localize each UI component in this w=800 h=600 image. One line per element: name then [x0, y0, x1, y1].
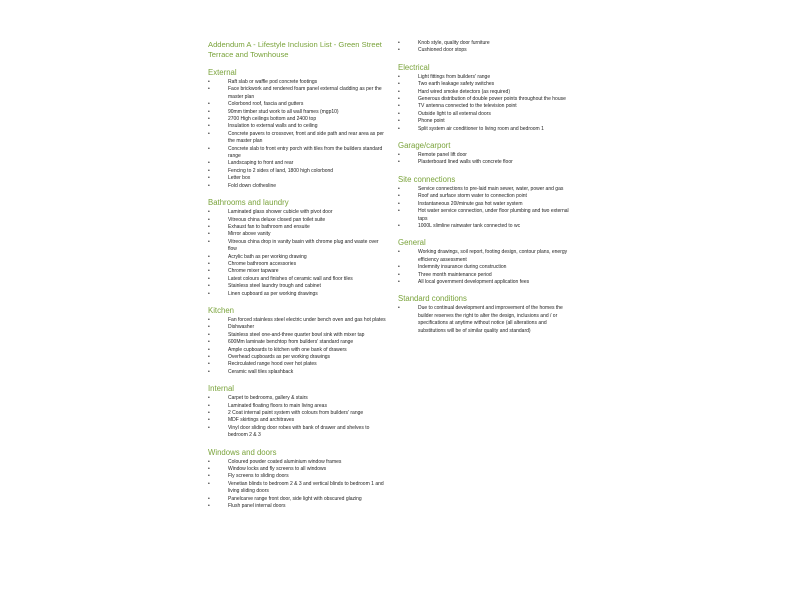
bullet-icon: • [208, 354, 210, 360]
list-item [208, 317, 386, 324]
list-item [208, 109, 386, 116]
list-item [398, 249, 574, 264]
list-item-text: Recirculated range hood over hot plates [228, 361, 317, 368]
list-item-text: Generous distribution of double power points throughout the house [418, 96, 566, 103]
list-item-text: Overhead cupboards as per working drawings [228, 354, 330, 360]
list-item [208, 410, 386, 417]
bullet-icon: • [208, 145, 210, 152]
list-item [398, 223, 574, 230]
list-item [398, 272, 574, 279]
list-item [208, 160, 386, 167]
bullet-icon: • [208, 268, 210, 275]
list-item-text: Mirror above vanity [228, 231, 271, 238]
list-item-text: Exhaust fan to bathroom and ensuite [228, 223, 310, 230]
list-item [208, 217, 386, 224]
section-list [208, 395, 386, 439]
list-item-text: 1000L slimline rainwater tank connected to wc [418, 222, 521, 229]
bullet-icon: • [208, 339, 210, 346]
section-garage-carport [398, 141, 574, 167]
list-item-text: Service connections to pre-laid main sewer, water, power and gas [418, 185, 564, 192]
bullet-icon: • [398, 208, 400, 215]
bullet-icon: • [208, 86, 210, 93]
section-list [398, 152, 574, 167]
section-list [398, 249, 574, 286]
bullet-icon: • [208, 290, 210, 297]
bullet-icon: • [398, 152, 400, 159]
list-item [208, 209, 386, 216]
bullet-icon: • [398, 264, 400, 271]
list-item [208, 224, 386, 231]
list-item-text: Acrylic bath as per working drawing [228, 253, 307, 260]
bullet-icon: • [208, 346, 210, 353]
bullet-icon: • [208, 283, 210, 290]
list-item-text: Hot water service connection, under floor plumbing and two external taps [418, 208, 569, 222]
bullet-icon: • [398, 40, 400, 46]
list-item [398, 126, 574, 133]
bullet-icon: • [208, 331, 210, 338]
list-item-text: Latest colours and finishes of ceramic wall and floor tiles [228, 275, 353, 282]
list-item [208, 459, 386, 466]
bullet-icon: • [398, 81, 400, 88]
list-item [398, 89, 574, 96]
list-item [398, 47, 574, 54]
list-item [398, 118, 574, 125]
list-item-text: Raft slab or waffle pod concrete footings [228, 79, 318, 85]
section-list [398, 305, 574, 335]
list-item [398, 40, 574, 47]
list-item-text: Stainless steel one-and-three quarter bowl sink with mixer tap [228, 331, 365, 338]
bullet-icon: • [208, 402, 210, 409]
list-item-text: Fly screens to sliding doors [228, 473, 289, 480]
section-list [208, 209, 386, 298]
bullet-icon: • [208, 361, 210, 368]
bullet-icon: • [208, 395, 210, 402]
list-item [208, 347, 386, 354]
bullet-icon: • [398, 73, 400, 80]
list-item [208, 79, 386, 86]
list-item-text: Linen cupboard as per working drawings [228, 290, 318, 297]
list-item [398, 111, 574, 118]
list-item-text: Fan forced stainless steel electric under bench oven and gas hot plates [228, 316, 386, 323]
section-heading: Windows and doors [208, 447, 277, 457]
list-item-text: Outside light to all external doors [418, 110, 491, 117]
section-heading: Bathrooms and laundry [208, 198, 289, 208]
bullet-icon: • [398, 47, 400, 54]
list-item [208, 417, 386, 424]
list-item-text: 600Mm laminate benchtop from builders' standard range [228, 339, 354, 346]
list-item [398, 186, 574, 193]
section-heading: External [208, 68, 237, 77]
list-item-text: 2 Coat internal paint system with colours from builders' range [228, 410, 364, 417]
list-item-text: Chrome bathroom accessories [228, 260, 297, 267]
list-item [208, 324, 386, 331]
section-heading: Standard conditions [398, 294, 467, 304]
bullet-icon: • [208, 182, 210, 189]
list-item [208, 146, 386, 161]
list-item [208, 473, 386, 480]
list-item [208, 101, 386, 108]
list-item-text: Ample cupboards to kitchen with one bank of drawers [228, 346, 347, 353]
list-item [208, 369, 386, 376]
list-item-text: Knob style, quality door furniture [418, 40, 490, 46]
list-item-text: Laminated floating floors to main living areas [228, 402, 327, 409]
list-item-text: Plasterboard lined walls with concrete floor [418, 159, 513, 166]
list-item [208, 131, 386, 146]
list-item [208, 123, 386, 130]
document-title: Addendum A - Lifestyle Inclusion List - Green Street Terrace and Townhouse [208, 40, 382, 59]
list-item [208, 231, 386, 238]
list-item-text: Stainless steel laundry trough and cabinet [228, 283, 321, 290]
list-item-text: Dishwasher [228, 324, 255, 331]
bullet-icon: • [208, 160, 210, 167]
list-item [208, 239, 386, 254]
list-item [208, 361, 386, 368]
list-item [208, 425, 386, 440]
list-item [398, 264, 574, 271]
section-heading: Garage/carport [398, 141, 451, 151]
list-item-text: Split system air conditioner to living room and bedroom 1 [418, 125, 544, 132]
list-item-text: Instantaneous 20l/minute gas hot water system [418, 200, 523, 207]
list-item-text: Flush panel internal doors [228, 503, 286, 510]
list-item [208, 175, 386, 182]
list-item [398, 193, 574, 200]
bullet-icon: • [208, 231, 210, 238]
bullet-icon: • [208, 424, 210, 431]
bullet-icon: • [208, 458, 210, 465]
list-item-text: Remote panel lift door [418, 152, 467, 159]
list-item-text: Fold down clothesline [228, 182, 277, 189]
list-item [208, 116, 386, 123]
left-column [208, 40, 386, 511]
bullet-icon: • [208, 480, 210, 487]
list-item-text: Indemnity insurance during construction [418, 264, 507, 271]
section-list [208, 317, 386, 376]
bullet-icon: • [208, 275, 210, 282]
bullet-icon: • [398, 249, 400, 256]
bullet-icon: • [208, 130, 210, 137]
list-item [208, 503, 386, 510]
section-list [398, 74, 574, 133]
list-item-text: Insulation to external walls and to ceiling [228, 123, 318, 130]
list-item [398, 81, 574, 88]
bullet-icon: • [208, 503, 210, 510]
bullet-icon: • [398, 103, 400, 110]
bullet-icon: • [208, 223, 210, 230]
bullet-icon: • [208, 253, 210, 260]
list-item [208, 268, 386, 275]
list-item [398, 74, 574, 81]
bullet-icon: • [208, 216, 210, 223]
section-site-connections [398, 175, 574, 230]
bullet-icon: • [398, 88, 400, 95]
section-windows-and-doors [208, 448, 386, 511]
list-item-text: Carpet to bedrooms, gallery & stairs [228, 395, 308, 402]
section-heading: Kitchen [208, 305, 235, 315]
bullet-icon: • [398, 278, 400, 285]
bullet-icon: • [398, 96, 400, 103]
section-heading: Internal [208, 384, 235, 394]
section-kitchen [208, 306, 386, 376]
section-electrical [398, 63, 574, 133]
right-column [398, 40, 574, 335]
list-item [208, 466, 386, 473]
list-item [208, 403, 386, 410]
bullet-icon: • [398, 118, 400, 125]
list-item-text: Chrome mixer tapware [228, 268, 279, 275]
continued-list [398, 40, 574, 55]
list-item [208, 183, 386, 190]
list-item [208, 168, 386, 175]
list-item-text: Working drawings, soil report, footing design, contour plans, energy efficiency assessment [418, 249, 568, 263]
section-internal [208, 384, 386, 439]
list-item [208, 254, 386, 261]
list-item-text: Coloured powder coated aluminium window frames [228, 458, 342, 465]
list-item [208, 481, 386, 496]
list-item-text: Venetian blinds to bedroom 2 & 3 and vertical blinds to bedroom 1 and living sliding doors [228, 480, 384, 495]
section-heading: Site connections [398, 174, 456, 184]
bullet-icon: • [208, 316, 210, 323]
list-item [208, 291, 386, 298]
section-heading: Electrical [398, 62, 430, 72]
bullet-icon: • [398, 222, 400, 229]
bullet-icon: • [208, 209, 210, 216]
list-item-text: Laminated glass shower cubicle with pivot door [228, 209, 333, 216]
list-item-text: Roof and surface storm water to connection point [418, 193, 527, 200]
list-item-text: Letter box [228, 175, 251, 182]
list-item [208, 261, 386, 268]
list-item [208, 339, 386, 346]
bullet-icon: • [208, 123, 210, 130]
list-item-text: Cushioned door stops [418, 47, 467, 54]
bullet-icon: • [208, 260, 210, 267]
list-item-text: Vitreous china drop in vanity basin with chrome plug and waste over flow [228, 238, 379, 253]
section-heading: General [398, 238, 426, 248]
section-list [208, 459, 386, 511]
bullet-icon: • [208, 473, 210, 480]
bullet-icon: • [208, 116, 210, 123]
bullet-icon: • [398, 305, 400, 312]
bullet-icon: • [398, 200, 400, 207]
list-item [398, 305, 574, 335]
list-item-text: Due to continual development and improvement of the homes the builder reserves the right to alter the design, inclusions and / or specifications at anytime without notice (all alterations and substitutions will be of similar quality and standard) [418, 305, 563, 334]
list-item-text: Landscaping to front and rear [228, 160, 294, 167]
list-item [398, 96, 574, 103]
list-item-text: Vinyl door sliding door robes with bank of drawer and shelves to bedroom 2 & 3 [228, 424, 370, 439]
list-item-text: Panelcarve range front door, side light with obscured glazing [228, 495, 362, 502]
list-item-text: MDF skirtings and architraves [228, 417, 295, 424]
list-item-text: 2700 High ceilings bottom and 2400 top [228, 116, 317, 123]
list-item-text: Light fittings from builders' range [418, 73, 491, 80]
section-list [208, 79, 386, 190]
list-item-text: Ceramic wall tiles splashback [228, 368, 294, 375]
list-item [398, 159, 574, 166]
bullet-icon: • [398, 110, 400, 117]
bullet-icon: • [208, 238, 210, 245]
bullet-icon: • [398, 185, 400, 192]
list-item [398, 201, 574, 208]
list-item [398, 279, 574, 286]
list-item-text: Two earth leakage safety switches [418, 81, 495, 88]
list-item-text: Colorbond roof, fascia and gutters [228, 101, 304, 108]
list-item [208, 354, 386, 361]
bullet-icon: • [208, 167, 210, 174]
list-item [208, 332, 386, 339]
list-item-text: 90mm timber stud work to all wall frames (mgp10) [228, 108, 339, 115]
list-item-text: Three month maintenance period [418, 271, 492, 278]
section-list [398, 186, 574, 230]
bullet-icon: • [208, 368, 210, 375]
bullet-icon: • [208, 417, 210, 424]
list-item [208, 283, 386, 290]
section-bathrooms-and-laundry [208, 198, 386, 298]
list-item-text: All local government development application fees [418, 278, 530, 285]
list-item-text: Face brickwork and rendered foam panel external cladding as per the master plan [228, 86, 382, 100]
list-item [208, 86, 386, 101]
section-external [208, 68, 386, 190]
bullet-icon: • [208, 108, 210, 115]
section-standard-conditions [398, 294, 574, 335]
bullet-icon: • [398, 159, 400, 166]
list-item [398, 152, 574, 159]
section-general [398, 238, 574, 286]
list-item [398, 103, 574, 110]
list-item-text: Vitreous china deluxe closed pan toilet suite [228, 216, 326, 223]
list-item [208, 496, 386, 503]
list-item-text: Phone point [418, 118, 445, 125]
bullet-icon: • [398, 271, 400, 278]
bullet-icon: • [208, 410, 210, 417]
bullet-icon: • [208, 324, 210, 331]
bullet-icon: • [398, 125, 400, 132]
bullet-icon: • [398, 193, 400, 200]
bullet-icon: • [208, 79, 210, 85]
list-item [208, 276, 386, 283]
list-item [208, 395, 386, 402]
list-item-text: TV antenna connected to the television point [418, 103, 517, 110]
bullet-icon: • [208, 466, 210, 473]
bullet-icon: • [208, 175, 210, 182]
bullet-icon: • [208, 495, 210, 502]
list-item-text: Fencing to 2 sides of land, 1800 high colorbond [228, 167, 334, 174]
list-item [398, 208, 574, 223]
bullet-icon: • [208, 101, 210, 108]
list-item-text: Window locks and fly screens to all windows [228, 466, 327, 473]
list-item-text: Concrete slab to front entry porch with tiles from the builders standard range [228, 145, 383, 160]
list-item-text: Hard wired smoke detectors (as required) [418, 88, 510, 95]
list-item-text: Concrete pavers to crossover, front and side path and rear area as per the master plan [228, 130, 384, 145]
